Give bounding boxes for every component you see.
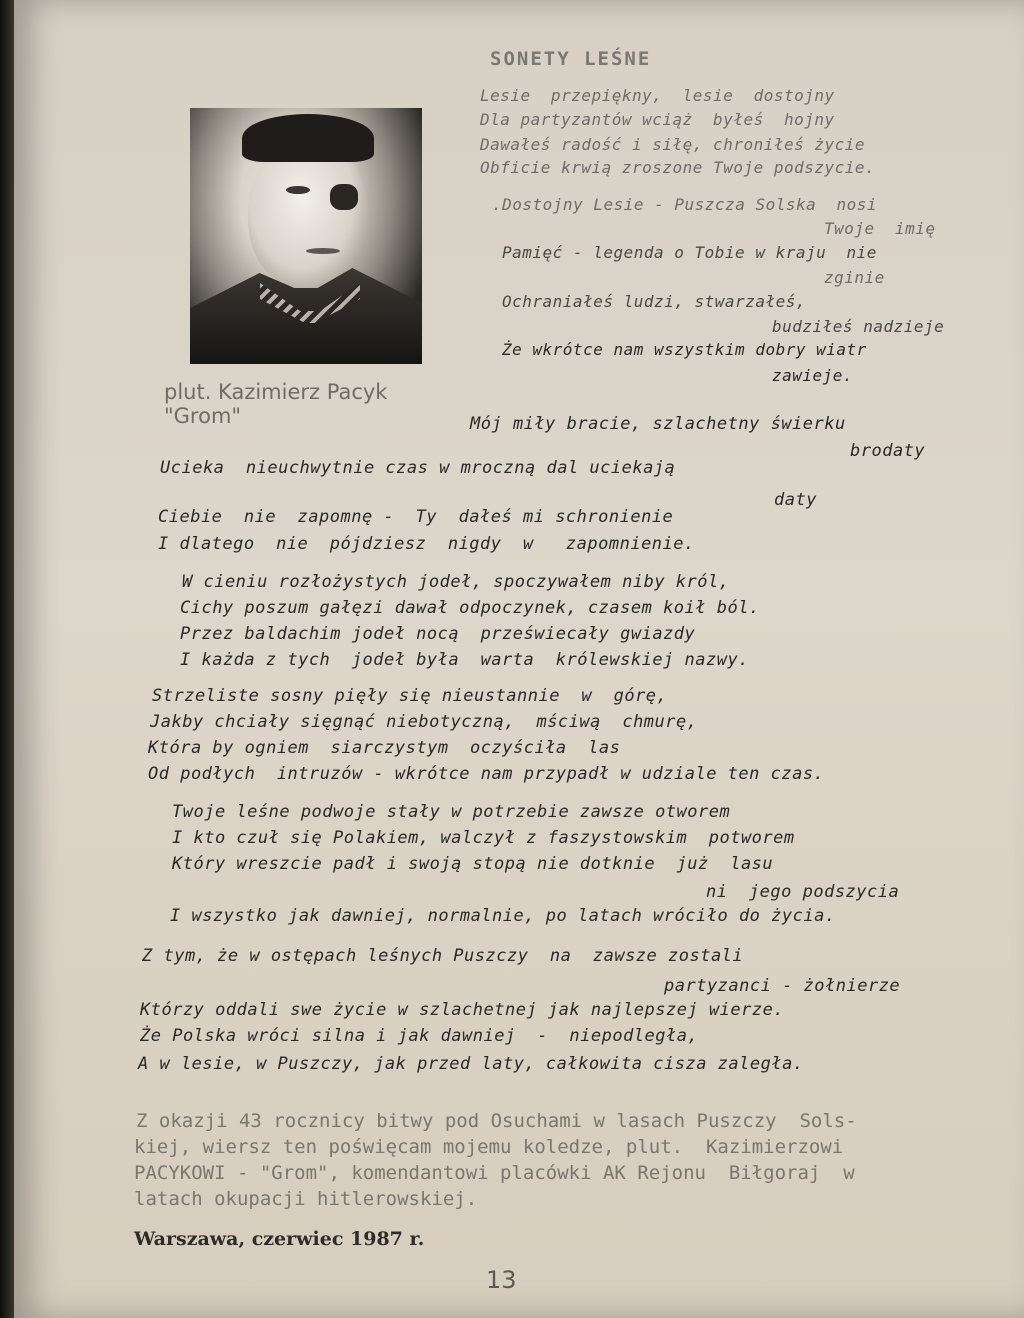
- poem-line: Twoje imię: [824, 219, 936, 238]
- poem-line: zginie: [824, 268, 885, 287]
- poem-line: Cichy poszum gałęzi dawał odpoczynek, czasem koił ból.: [180, 598, 760, 618]
- place-and-date: Warszawa, czerwiec 1987 r.: [134, 1228, 425, 1250]
- poem-line: Ochraniałeś ludzi, stwarzałeś,: [502, 292, 806, 311]
- poem-line: budziłeś nadzieje: [772, 317, 945, 336]
- portrait-eye: [330, 184, 358, 210]
- poem-line: zawieje.: [772, 366, 854, 385]
- poem-line: Która by ogniem siarczystym oczyściła las: [148, 738, 621, 758]
- poem-line: Mój miły bracie, szlachetny świerku: [470, 414, 846, 434]
- poem-line: Przez baldachim jodeł nocą przeświecały gwiazdy: [180, 624, 696, 644]
- portrait-photo: [190, 108, 422, 364]
- poem-line: partyzanci - żołnierze: [664, 976, 901, 996]
- poem-line: Z tym, że w ostępach leśnych Puszczy na zawsze zostali: [142, 946, 744, 966]
- poem-line: brodaty: [850, 441, 926, 461]
- poem-line: Od podłych intruzów - wkrótce nam przypadł w udziale ten czas.: [148, 764, 825, 784]
- poem-line: Którzy oddali swe życie w szlachetnej jak najlepszej wierze.: [140, 1000, 785, 1020]
- poem-line: daty: [774, 490, 817, 510]
- poem-title: SONETY LEŚNE: [490, 48, 652, 70]
- dedication-line: PACYKOWI - "Grom", komendantowi placówki AK Rejonu Biłgoraj w: [134, 1162, 855, 1184]
- dedication-line: latach okupacji hitlerowskiej.: [134, 1188, 478, 1210]
- poem-line: ni jego podszycia: [706, 882, 900, 902]
- dedication-line: Z okazji 43 rocznicy bitwy pod Osuchami w lasach Puszczy Sols-: [136, 1110, 857, 1132]
- book-gutter: [0, 0, 14, 1318]
- poem-line: Obficie krwią zroszone Twoje podszycie.: [480, 158, 876, 177]
- poem-line: Dla partyzantów wciąż byłeś hojny: [480, 110, 835, 129]
- poem-line: I kto czuł się Polakiem, walczył z faszystowskim potworem: [172, 828, 795, 848]
- poem-line: Pamięć - legenda o Tobie w kraju nie: [502, 243, 877, 262]
- poem-line: Że wkrótce nam wszystkim dobry wiatr: [502, 340, 867, 359]
- poem-line: Dawałeś radość i siłę, chroniłeś życie: [480, 135, 866, 154]
- poem-line: Strzeliste sosny pięły się nieustannie w górę,: [152, 686, 668, 706]
- poem-line: I każda z tych jodeł była warta królewskiej nazwy.: [180, 650, 749, 670]
- poem-line: .Dostojny Lesie - Puszcza Solska nosi: [492, 195, 878, 214]
- poem-line: A w lesie, w Puszczy, jak przed laty, całkowita cisza zaległa.: [138, 1054, 804, 1074]
- photo-caption-name: plut. Kazimierz Pacyk: [164, 380, 388, 404]
- poem-line: Twoje leśne podwoje stały w potrzebie zawsze otworem: [172, 802, 731, 822]
- dedication-line: kiej, wiersz ten poświęcam mojemu koledze, plut. Kazimierzowi: [134, 1136, 844, 1158]
- poem-line: Jakby chciały sięgnąć niebotyczną, mściwą chmurę,: [150, 712, 698, 732]
- poem-line: Ciebie nie zapomnę - Ty dałeś mi schronienie: [158, 507, 674, 527]
- photo-caption-nickname: "Grom": [164, 404, 242, 428]
- portrait-eye: [286, 186, 310, 194]
- poem-line: I wszystko jak dawniej, normalnie, po latach wróciło do życia.: [170, 906, 836, 926]
- portrait-hair: [242, 114, 374, 162]
- poem-line: Ucieka nieuchwytnie czas w mroczną dal uciekają: [160, 458, 676, 478]
- poem-line: Że Polska wróci silna i jak dawniej - niepodległa,: [140, 1026, 699, 1046]
- poem-line: Który wreszcie padł i swoją stopą nie dotknie już lasu: [172, 854, 774, 874]
- poem-line: W cieniu rozłożystych jodeł, spoczywałem niby król,: [182, 572, 730, 592]
- page-number: 13: [486, 1266, 517, 1294]
- poem-line: Lesie przepiękny, lesie dostojny: [480, 86, 835, 105]
- poem-line: I dlatego nie pójdziesz nigdy w zapomnienie.: [158, 534, 695, 554]
- portrait-mouth: [306, 248, 340, 254]
